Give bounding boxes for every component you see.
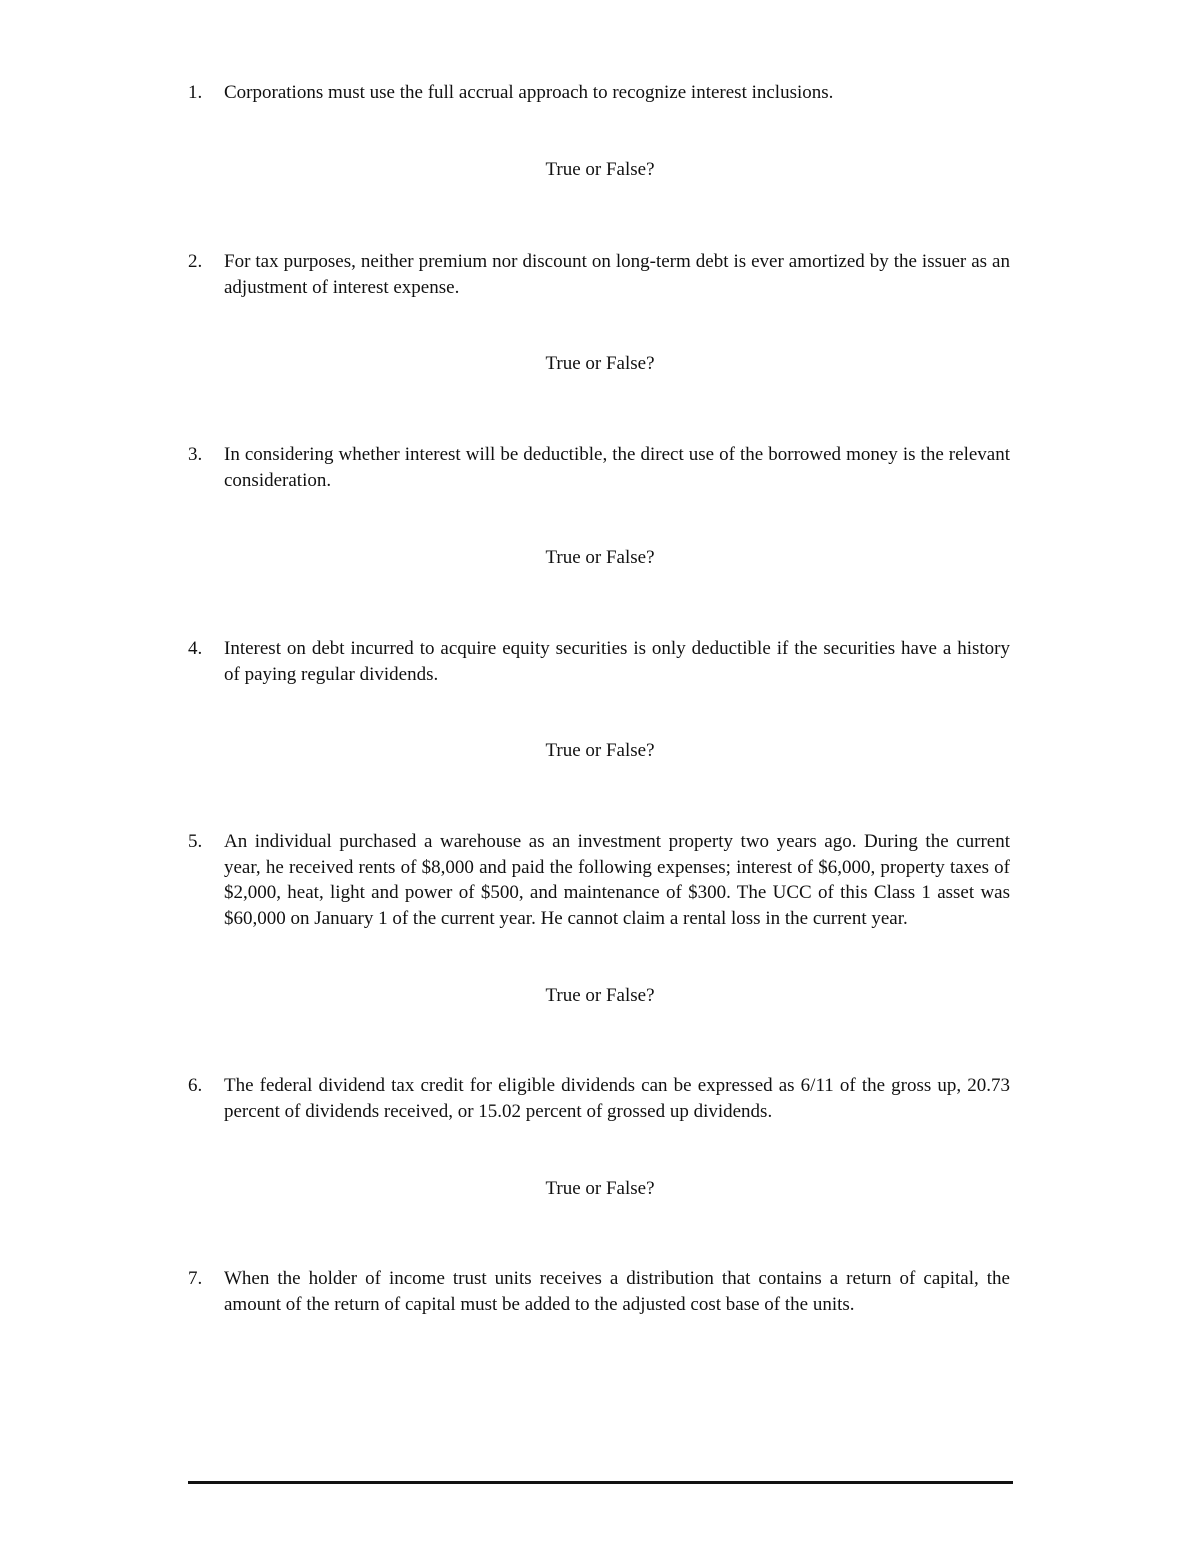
- true-false-prompt: True or False?: [545, 353, 655, 374]
- question-number: 4.: [188, 638, 203, 659]
- true-false-prompt: True or False?: [545, 159, 655, 180]
- question-number: 1.: [188, 82, 203, 103]
- question-text: For tax purposes, neither premium nor discount on long-term debt is ever amortized by the issuer as an adjustment of interest expense.: [224, 251, 1010, 298]
- question-7: [188, 1266, 1010, 1317]
- true-false-prompt: True or False?: [545, 547, 655, 568]
- question-number: 2.: [188, 251, 203, 272]
- question-text: When the holder of income trust units receives a distribution that contains a return of capital, the amount of the return of capital must be added to the adjusted cost base of the units.: [224, 1268, 1010, 1315]
- footer-rule: [188, 1481, 1013, 1484]
- question-1: [188, 80, 1010, 106]
- question-text: An individual purchased a warehouse as an investment property two years ago. During the current year, he received rents of $8,000 and paid the following expenses; interest of $6,000, property taxes of $2,000, heat, light and power of $500, and maintenance of $300. The UCC of this Class 1 asset was $60,000 on January 1 of the current year. He cannot claim a rental loss in the current year.: [224, 831, 1010, 929]
- question-text: Interest on debt incurred to acquire equity securities is only deductible if the securities have a history of paying regular dividends.: [224, 638, 1010, 685]
- question-text: The federal dividend tax credit for eligible dividends can be expressed as 6/11 of the gross up, 20.73 percent of dividends received, or 15.02 percent of grossed up dividends.: [224, 1075, 1010, 1122]
- question-number: 5.: [188, 831, 203, 852]
- question-number: 6.: [188, 1075, 203, 1096]
- true-false-prompt: True or False?: [545, 985, 655, 1006]
- question-text: Corporations must use the full accrual approach to recognize interest inclusions.: [224, 82, 834, 103]
- question-4: [188, 636, 1010, 687]
- question-3: [188, 442, 1010, 493]
- question-number: 3.: [188, 444, 203, 465]
- question-number: 7.: [188, 1268, 203, 1289]
- question-text: In considering whether interest will be deductible, the direct use of the borrowed money is the relevant consideration.: [224, 444, 1010, 491]
- true-false-prompt: True or False?: [545, 740, 655, 761]
- question-5: [188, 829, 1010, 931]
- question-2: [188, 249, 1010, 300]
- question-6: [188, 1073, 1010, 1124]
- true-false-prompt: True or False?: [545, 1178, 655, 1199]
